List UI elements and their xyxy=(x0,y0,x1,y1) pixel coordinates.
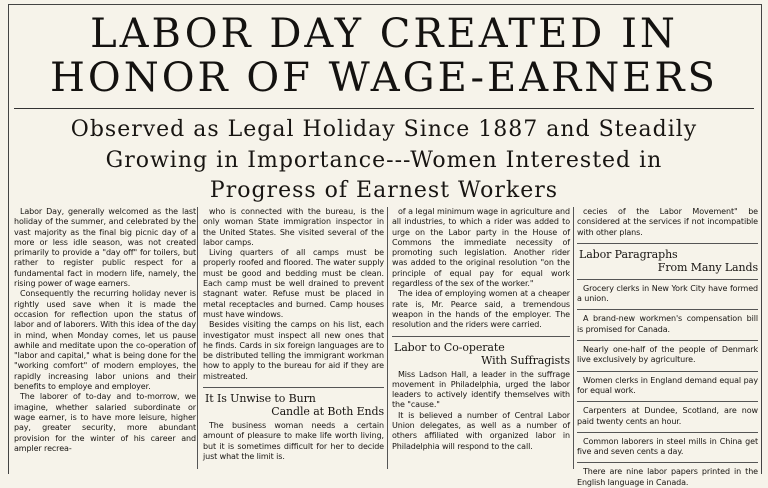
subhead-line-2: With Suffragists xyxy=(481,353,570,367)
subhead-line-1: It Is Unwise to Burn xyxy=(205,392,316,406)
paragraph: cecies of the Labor Movement" be considered at the services if not incompatible with other plans. xyxy=(577,207,758,237)
section-divider xyxy=(577,279,758,280)
paragraph: It is believed a number of Central Labor Union delegates, as well as a number of others affiliated with organized labor in Philadelphia will respond to the call. xyxy=(392,410,570,451)
paragraph: who is connected with the bureau, is the only woman State immigration inspector in the United States. She visited several of the labor camps. xyxy=(203,207,384,247)
paragraph: Besides visiting the camps on his list, each investigator must inspect all new ones that he finds. Cards in six foreign languages are to be distributed telling the immigrant workman how to apply to the bureau for aid if they are mistreated. xyxy=(203,320,384,381)
list-item: Carpenters at Dundee, Scotland, are now paid twenty cents an hour. xyxy=(577,406,758,426)
paragraph: Miss Ladson Hall, a leader in the suffrage movement in Philadelphia, urged the labor leaders to actively identify themselves with the "cause." xyxy=(392,369,570,410)
headline-rule xyxy=(14,108,754,109)
deck-line-1: Observed as Legal Holiday Since 1887 and Steadily xyxy=(70,117,698,142)
item-divider xyxy=(577,462,758,463)
paragraph: Labor Day, generally welcomed as the last holiday of the summer, and celebrated by the vast majority as the final big picnic day of a more or less idle season, was not created primarily to provide a "day off" for toilers, but rather to register public respect for a fundamental fact in modern life, namely, the rising power of wage earners. xyxy=(14,207,196,289)
paragraph: The business woman needs a certain amount of pleasure to make life worth living, but it is sometimes difficult for her to decide just what the limit is. xyxy=(203,421,384,461)
item-divider xyxy=(577,401,758,402)
section-divider xyxy=(577,243,758,244)
paragraph: The idea of employing women at a cheaper rate is, Mr. Pearce said, a tremendous weapon in the hands of the employer. The resolution and the riders were carried. xyxy=(392,289,570,330)
column-3 xyxy=(392,207,570,469)
headline-line-2: HONOR OF WAGE-EARNERS xyxy=(50,55,718,101)
paragraph: Living quarters of all camps must be properly roofed and floored. The water supply must be good and bedding must be clean. Each camp must be well drained to prevent stagnant water. Refuse must be placed in metal receptacles and burned. Camp houses must have windows. xyxy=(203,248,384,319)
list-item: Grocery clerks in New York City have formed a union. xyxy=(577,283,758,304)
item-divider xyxy=(577,432,758,433)
list-item: A brand-new workmen's compensation bill is promised for Canada. xyxy=(577,314,758,334)
deck-line-2: Growing in Importance---Women Interested in xyxy=(105,148,663,173)
column-4 xyxy=(577,207,758,487)
subhead-line-1: Labor Paragraphs xyxy=(579,247,678,261)
headline-line-1: LABOR DAY CREATED IN xyxy=(90,11,678,57)
subhead-line-2: From Many Lands xyxy=(657,260,758,274)
list-item: There are nine labor papers printed in the English language in Canada. xyxy=(577,467,758,487)
subhead-line-2: Candle at Both Ends xyxy=(271,405,384,419)
article-body xyxy=(14,207,758,487)
paragraph: of a legal minimum wage in agriculture and all industries, to which a rider was added to urge on the Labor party in the House of Commons the immediate necessity of promoting such legislation. Another rider was added to the original resolution "on the principle of equal pay for equal work regardless of the sex of the worker." xyxy=(392,207,570,289)
section-divider xyxy=(392,336,570,337)
paragraph: Consequently the recurring holiday never is rightly used save when it is made the occasion for reflection upon the status of labor and of laborers. With this idea of the day in mind, when Monday comes, let us pause awhile and meditate upon the co-operation of "labor and capital," what is being done for the "working comfort" of modern employes, the rapidly increasing labor unions and their benefits to employe and employer. xyxy=(14,289,196,392)
item-divider xyxy=(577,371,758,372)
paragraph: The laborer of to-day and to-morrow, we imagine, whether salaried subordinate or wage earner, is to have more leisure, higher pay, greater security, more abundant provision for the winter of his career and ampler recrea- xyxy=(14,392,196,453)
item-divider xyxy=(577,340,758,341)
column-1 xyxy=(14,207,196,469)
section-divider xyxy=(203,387,384,388)
deck-line-3: Progress of Earnest Workers xyxy=(209,178,559,203)
list-item: Women clerks in England demand equal pay for equal work. xyxy=(577,375,758,395)
column-2 xyxy=(203,207,384,469)
item-divider xyxy=(577,309,758,310)
list-item: Common laborers in steel mills in China get five and seven cents a day. xyxy=(577,436,758,457)
subhead-line-1: Labor to Co-operate xyxy=(394,340,505,354)
list-item: Nearly one-half of the people of Denmark live exclusively by agriculture. xyxy=(577,345,758,365)
